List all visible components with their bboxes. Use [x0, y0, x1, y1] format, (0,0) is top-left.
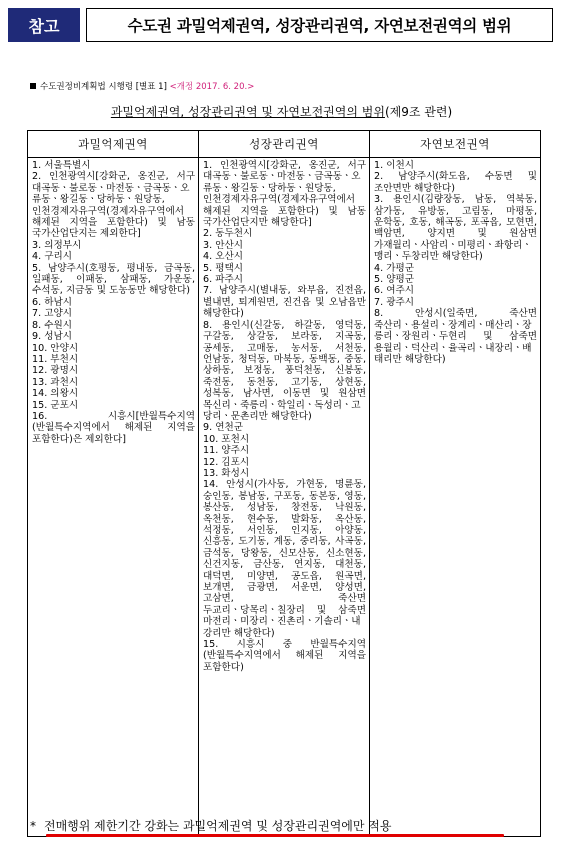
list-item: 6. 여주시 [374, 285, 415, 297]
list-item: 11. 부천시 [32, 353, 79, 365]
subtitle-ref: (제9조 관련) [384, 105, 453, 119]
list-item: 1. 이천시 [374, 160, 415, 171]
footnote-red-underline [46, 834, 504, 837]
footnote [30, 817, 391, 834]
conservation-list [374, 160, 537, 365]
list-item: 5. 양평군 [374, 274, 415, 286]
list-item: 15. 군포시 [32, 399, 79, 411]
reference-tag: 참고 [8, 8, 80, 42]
list-item: 2. 인천광역시[강화군, 옹진군, 서구 대곡동ㆍ불로동ㆍ마전동ㆍ금곡동ㆍ오류동ㆍ왕길동ㆍ당하동ㆍ원당동, 인천경제자유구역(경제자유구역에서 해제된 지역을 포함한다) 및 남동 국가산업단지는 제외한다] [32, 171, 195, 240]
list-item: 9. 성남시 [32, 331, 73, 343]
list-item: 3. 의정부시 [32, 239, 82, 251]
list-item: 9. 연천군 [203, 422, 244, 434]
list-item: 5. 남양주시(호평동, 평내동, 금곡동, 일패동, 이패동, 삼패동, 가운동, 수석동, 지금동 및 도농동만 해당한다) [32, 262, 195, 297]
list-item: 6. 하남시 [32, 296, 73, 308]
list-item: 14. 안성시(가사동, 가현동, 명륜동, 숭인동, 봉남동, 구포동, 동본동, 영동, 봉산동, 성남동, 창전동, 낙원동, 옥천동, 현수동, 발화동, 옥산동, 석정동, 서인동, 인지동, 아양동, 신흥동, 도기동, 계동, 중리동, 사곡동, 금석동, 당왕동, 신모산동, 신소현동, 신건지동, 금산동, 연지동, 대천동, 대덕면, 미양면, 공도읍, 원곡면, 보개면, 금광면, 서운면, 양성면, 고삼면, 죽산면 두교리ㆍ당목리ㆍ칠장리 및 삼죽면 마전리ㆍ미장리ㆍ진촌리ㆍ기솔리ㆍ내강리만 해당한다) [203, 479, 366, 639]
list-item: 12. 광명시 [32, 365, 79, 377]
list-item: 11. 양주시 [203, 445, 250, 457]
list-item: 14. 의왕시 [32, 388, 79, 400]
list-item: 6. 파주시 [203, 274, 244, 286]
list-item: 2. 남양주시(화도읍, 수동면 및 조안면만 해당한다) [374, 171, 537, 194]
subtitle-main: 과밀억제권역, 성장관리권역 및 자연보전권역의 범위 [110, 105, 385, 119]
list-item: 4. 오산시 [203, 251, 244, 263]
source-line [30, 80, 254, 92]
list-item: 4. 가평군 [374, 262, 415, 274]
list-item: 5. 평택시 [203, 262, 244, 274]
list-item: 13. 과천시 [32, 376, 79, 388]
header [8, 8, 553, 42]
list-item: 1. 서울특별시 [32, 160, 91, 171]
conservation-cell [370, 158, 541, 837]
table-body-row [28, 158, 541, 837]
list-item: 1. 인천광역시[강화군, 옹진군, 서구 대곡동ㆍ불로동ㆍ마전동ㆍ금곡동ㆍ오류동ㆍ왕길동ㆍ당하동ㆍ원당동, 인천경제자유구역(경제자유구역에서 해제된 지역을 포함한다) 및 남동 국가산업단지만 해당한다] [203, 160, 366, 229]
list-item: 3. 용인시(김량장동, 남동, 역북동, 삼가동, 유방동, 고림동, 마평동, 운학동, 호동, 해곡동, 포곡읍, 모현면, 백암면, 양지면 및 원삼면 가재월리ㆍ사암리ㆍ미평리ㆍ좌항리ㆍ맹리ㆍ두창리만 해당한다) [374, 194, 537, 263]
revision-date: <개정 2017. 6. 20.> [169, 82, 255, 92]
overcrowding-cell [28, 158, 199, 837]
footnote-star: * [30, 819, 36, 833]
list-item: 2. 동두천시 [203, 228, 253, 240]
list-item: 7. 남양주시(별내동, 와부읍, 진전읍, 별내면, 퇴계원면, 진건읍 및 오남읍만 해당한다) [203, 285, 366, 320]
list-item: 12. 김포시 [203, 456, 250, 468]
list-item: 3. 안산시 [203, 239, 244, 251]
source-text: 수도권정비계획법 시행령 [별표 1] [40, 82, 167, 92]
growth-list [203, 160, 366, 673]
col-header-conservation: 자연보전권역 [370, 131, 541, 158]
col-header-overcrowding: 과밀억제권역 [28, 131, 199, 158]
growth-cell [199, 158, 370, 837]
list-item: 8. 수원시 [32, 319, 73, 331]
page-title: 수도권 과밀억제권역, 성장관리권역, 자연보전권역의 범위 [86, 8, 553, 42]
table-subtitle [0, 103, 563, 120]
square-bullet-icon [30, 83, 36, 89]
footnote-text: 전매행위 제한기간 강화는 과밀억제권역 및 성장관리권역에만 적용 [44, 819, 392, 833]
list-item: 15. 시흥시 중 반월특수지역(반월특수지역에서 해제된 지역을 포함한다) [203, 639, 366, 673]
list-item: 16. 시흥시[반월특수지역(반월특수지역에서 해제된 지역을 포함한다)은 제외한다] [32, 410, 195, 445]
list-item: 7. 광주시 [374, 296, 415, 308]
list-item: 10. 포천시 [203, 433, 250, 445]
zone-range-table [27, 130, 541, 837]
list-item: 4. 구리시 [32, 251, 73, 263]
list-item: 10. 안양시 [32, 342, 79, 354]
list-item: 8. 용인시(신갈동, 하갈동, 영덕동, 구갈동, 상갈동, 보라동, 지곡동, 공세동, 고매동, 농서동, 서천동, 언남동, 청덕동, 마북동, 동백동, 중동, 상하동, 보정동, 풍덕천동, 신봉동, 죽전동, 동천동, 고기동, 상현동, 성복동, 남사면, 이동면 및 원삼면 목신리ㆍ죽릉리ㆍ학일리ㆍ독성리ㆍ고당리ㆍ문촌리만 해당한다) [203, 319, 366, 422]
list-item: 8. 안성시(일죽면, 죽산면 죽산리ㆍ용설리ㆍ장계리ㆍ매산리ㆍ장릉리ㆍ장원리ㆍ두현리 및 삼죽면 용월리ㆍ덕산리ㆍ율곡리ㆍ내장리ㆍ배태리만 해당한다) [374, 308, 537, 365]
col-header-growth: 성장관리권역 [199, 131, 370, 158]
overcrowding-list [32, 160, 195, 445]
table-header-row [28, 131, 541, 158]
list-item: 13. 화성시 [203, 467, 250, 479]
list-item: 7. 고양시 [32, 308, 73, 320]
